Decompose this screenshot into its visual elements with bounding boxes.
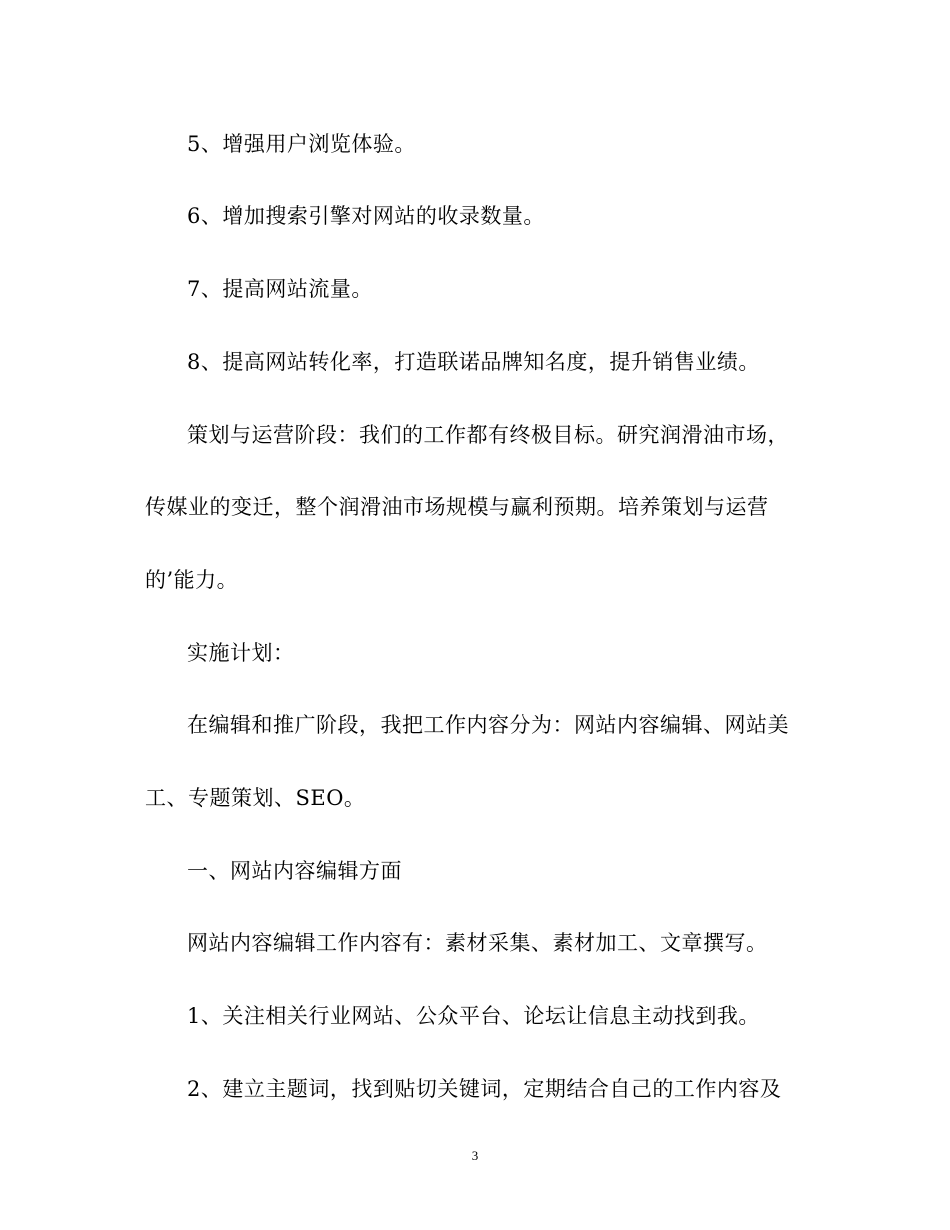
- paragraph-planning-line-1: 策划与运营阶段：我们的工作都有终极目标。研究润滑油市场，: [187, 423, 789, 447]
- list-item-7: 7、提高网站流量。: [187, 277, 373, 301]
- list-item-5: 5、增强用户浏览体验。: [187, 132, 416, 156]
- section-heading-content-editing: 一、网站内容编辑方面: [187, 859, 402, 883]
- paragraph-planning-line-2: 传媒业的变迁，整个润滑油市场规模与赢利预期。培养策划与运营: [145, 495, 769, 519]
- list-item-1: 1、关注相关行业网站、公众平台、论坛让信息主动找到我。: [187, 1004, 760, 1028]
- paragraph-editing-line-2: 工、专题策划、SEO。: [145, 786, 366, 810]
- list-item-6: 6、增加搜索引擎对网站的收录数量。: [187, 204, 545, 228]
- section-heading-implementation: 实施计划：: [187, 641, 295, 665]
- list-item-2: 2、建立主题词，找到贴切关键词，定期结合自己的工作内容及: [187, 1077, 782, 1101]
- list-item-8: 8、提高网站转化率，打造联诺品牌知名度，提升销售业绩。: [187, 350, 760, 374]
- page-number: 3: [471, 1148, 479, 1163]
- paragraph-editing-line-1: 在编辑和推广阶段，我把工作内容分为：网站内容编辑、网站美: [187, 713, 789, 737]
- paragraph-planning-line-3: 的’能力。: [145, 568, 239, 592]
- paragraph-content-tasks: 网站内容编辑工作内容有：素材采集、素材加工、文章撰写。: [187, 931, 768, 955]
